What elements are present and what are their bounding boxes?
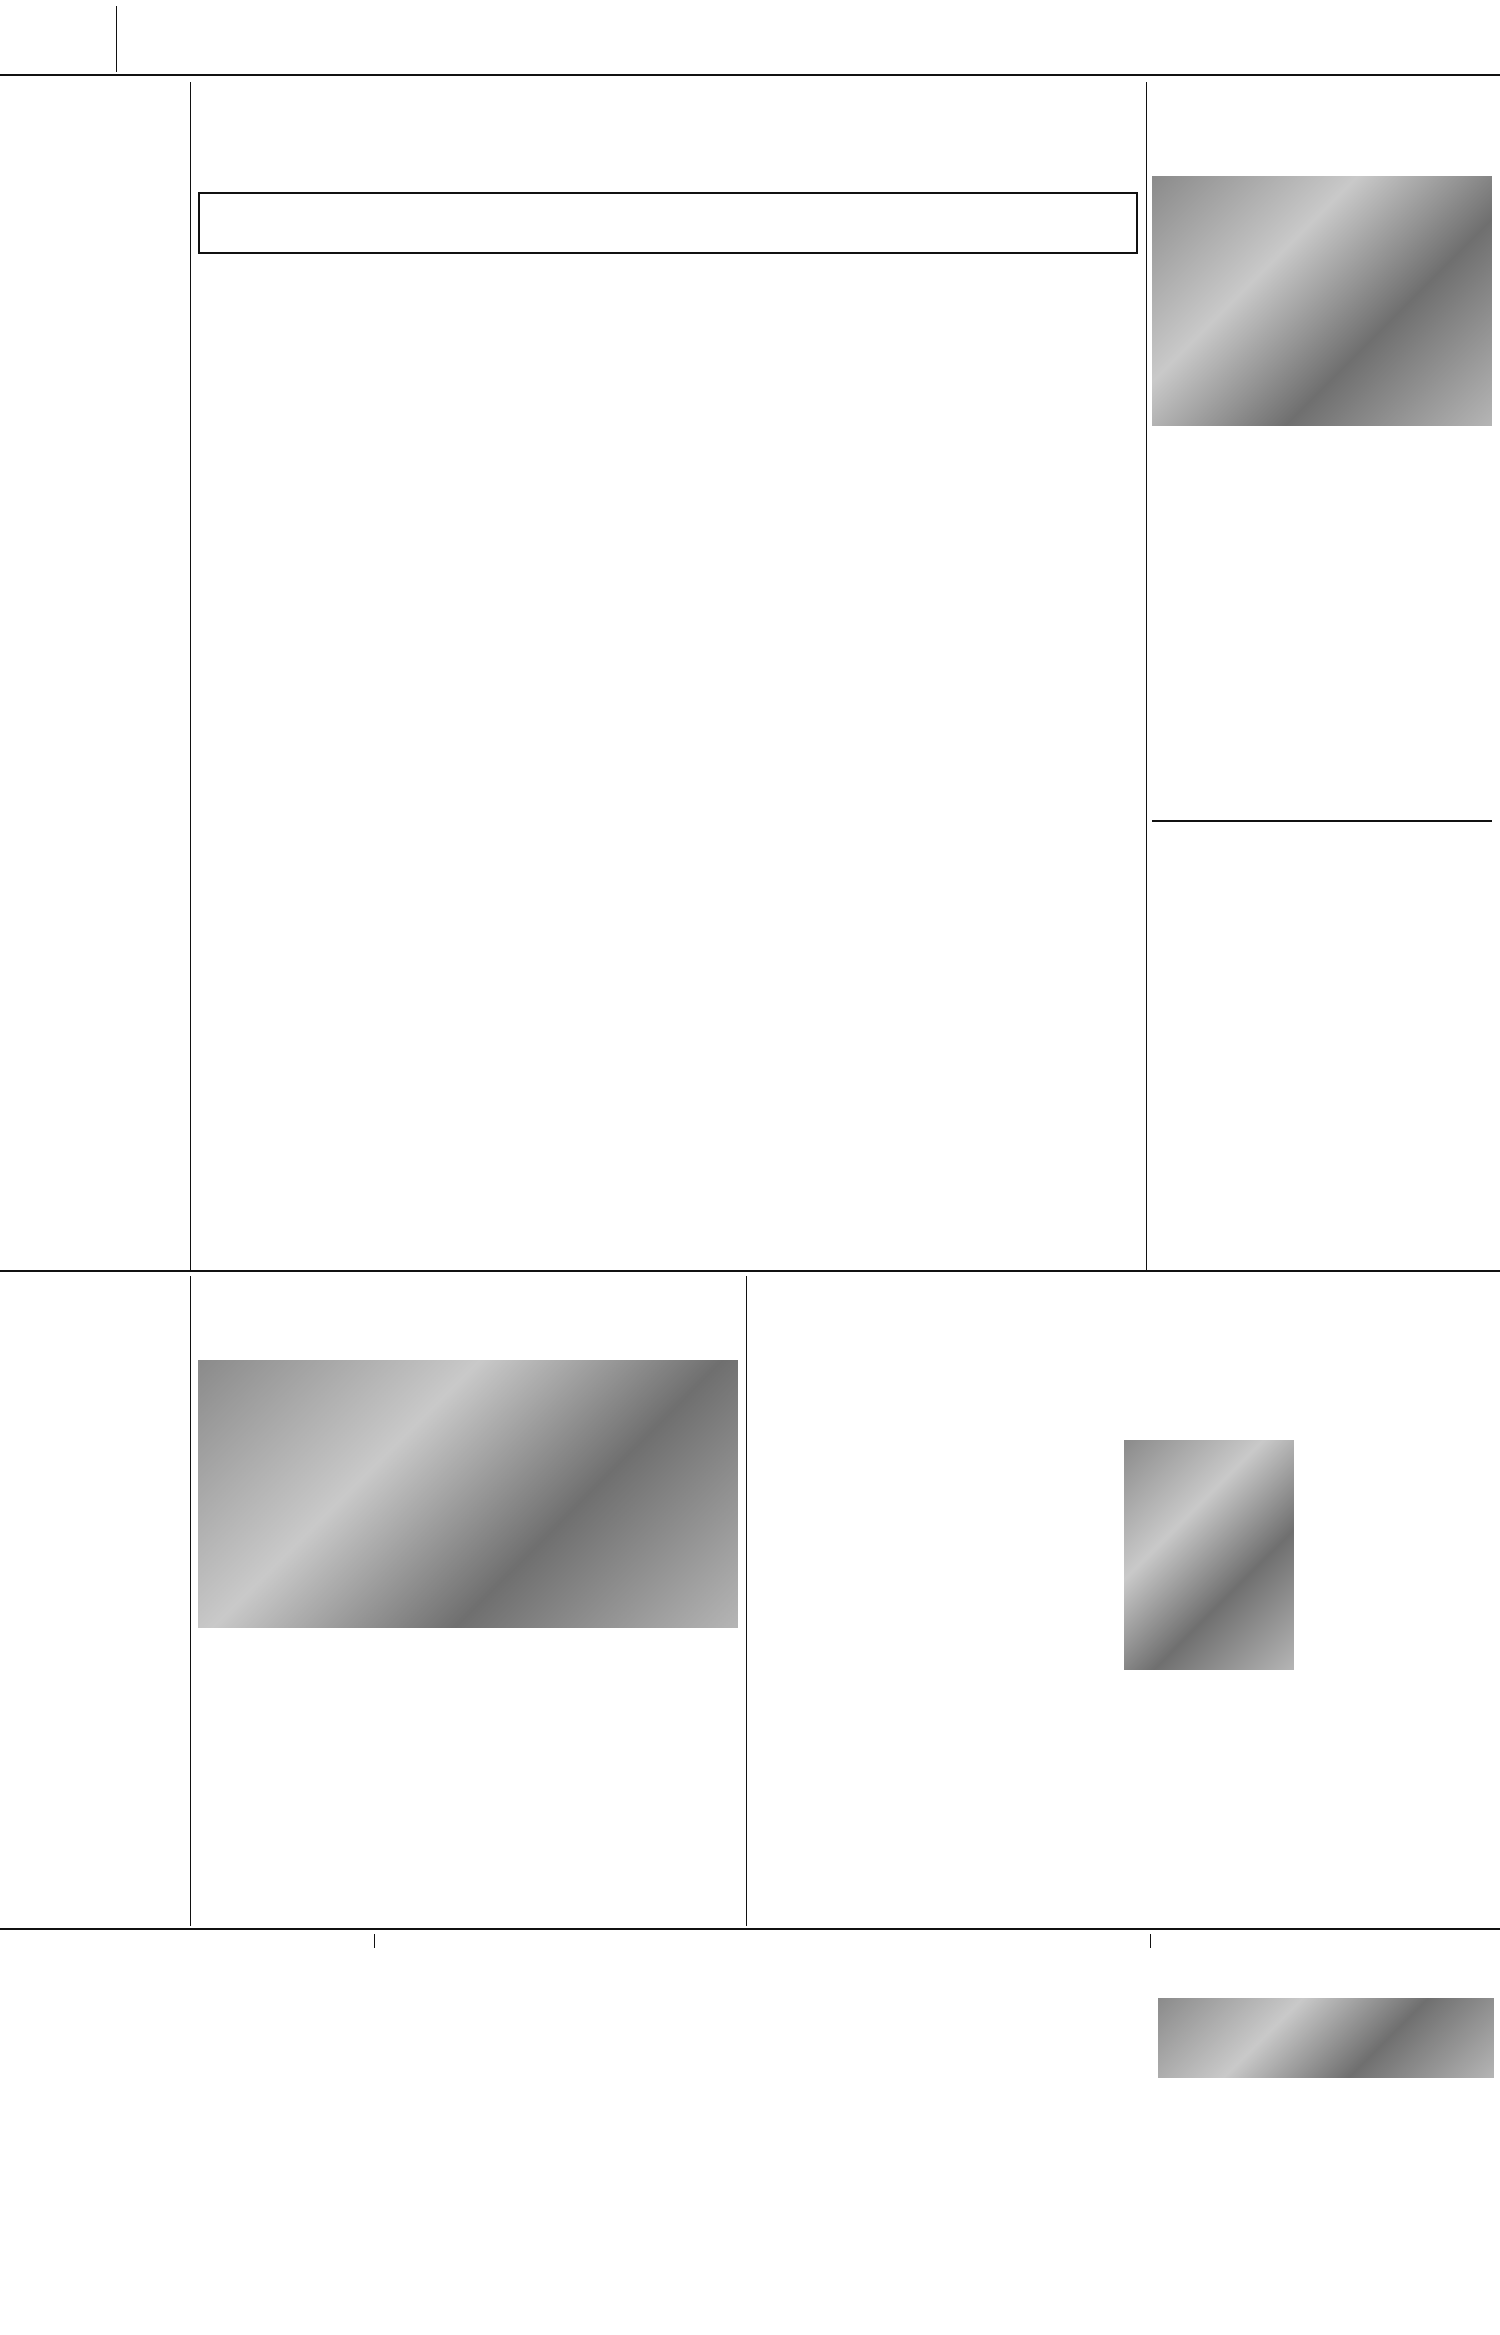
aadhaar-body (198, 266, 1138, 1266)
rally-body (1152, 452, 1492, 816)
column-divider (746, 1276, 747, 1926)
column-divider (374, 1934, 375, 1948)
masthead-divider (116, 6, 117, 72)
aadhaar-tag-box (198, 192, 1138, 254)
housing-fair-body (1152, 904, 1492, 1266)
row-rule-2 (0, 1928, 1500, 1930)
panchayat-letter-body (6, 1354, 184, 1924)
road-body (198, 1654, 738, 1924)
vigilance-body-right (1302, 1434, 1494, 1924)
column-divider (190, 82, 191, 1270)
masthead-rule (0, 74, 1500, 76)
rally-photo (1152, 176, 1492, 426)
column-divider (1146, 82, 1147, 1270)
protest-left-body (6, 196, 184, 1266)
rose-body (6, 2044, 366, 2058)
row-rule-1 (0, 1270, 1500, 1272)
bjp-body-top (382, 2034, 1142, 2038)
vigilance-body-left (754, 1434, 1114, 1924)
column-divider (190, 1276, 191, 1926)
pension-photo (1158, 1998, 1494, 2078)
bjp-body-side (950, 2074, 1142, 2078)
vigilance-portrait (1124, 1440, 1294, 1670)
column-divider (1150, 1934, 1151, 1948)
housing-fair-headline (1152, 820, 1492, 822)
road-photo (198, 1360, 738, 1628)
